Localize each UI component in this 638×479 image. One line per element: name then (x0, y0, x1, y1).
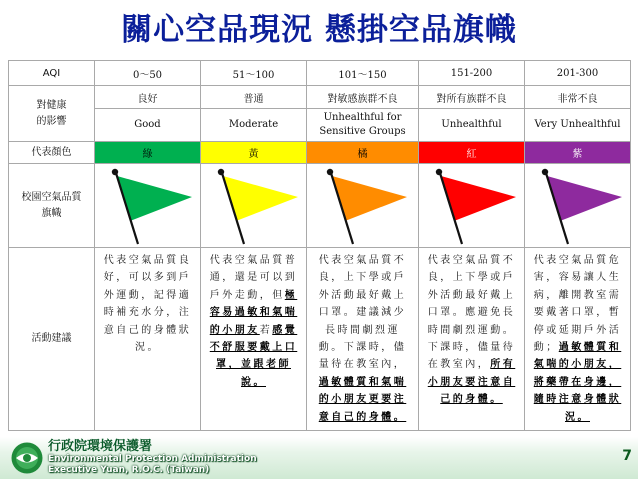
flag-row (9, 164, 631, 248)
flag-cell (307, 164, 419, 248)
advice-emphasis: 感覺不舒服要戴上口罩，並跟老師說。 (209, 324, 298, 388)
flag-cell (95, 164, 201, 248)
flag-header (9, 164, 95, 248)
aqi-range-cell: 51～100 (201, 61, 307, 86)
agency-name (48, 439, 348, 475)
flag-icon (424, 167, 520, 245)
health-zh-cell: 普通 (201, 86, 307, 109)
activity-advice-cell (307, 248, 419, 431)
aqi-range-cell: 151-200 (419, 61, 525, 86)
advice-emphasis: 極容易過敏和氣喘的小朋友 (209, 289, 298, 336)
flag-icon (315, 167, 411, 245)
health-zh-cell: 對所有族群不良 (419, 86, 525, 109)
advice-text: 代表空氣品質普通，還是可以到戶外走動，但 (209, 255, 298, 301)
advice-text: 代表空氣品質危害，容易讓人生病，離開教室需要戴著口罩，暫停或延期戶外活動； (533, 255, 622, 354)
health-en-cell: Unhealthful for Sensitive Groups (307, 109, 419, 142)
health-en-row (9, 109, 631, 142)
flag-knob (541, 168, 547, 174)
page-title: 關心空品現況 懸掛空品旗幟 (121, 12, 517, 48)
flag-cell (201, 164, 307, 248)
activity-advice-cell (95, 248, 201, 431)
activity-row (9, 248, 631, 431)
health-zh-row (9, 86, 631, 109)
page-number: 7 (622, 448, 632, 464)
health-en-cell: Unhealthful (419, 109, 525, 142)
activity-advice-cell (201, 248, 307, 431)
health-zh-cell: 非常不良 (525, 86, 631, 109)
color-name-cell: 橘 (307, 142, 419, 164)
activity-advice-cell (419, 248, 525, 431)
advice-emphasis: 過敏體質和氣喘的小朋友，將藥帶在身邊，隨時注意身體狀況。 (533, 342, 622, 423)
activity-advice-cell (525, 248, 631, 431)
color-name-cell: 黃 (201, 142, 307, 164)
flag-knob (435, 168, 441, 174)
aqi-table (8, 60, 631, 431)
health-en-cell: Very Unhealthful (525, 109, 631, 142)
flag-header-text: 校園空氣品質 旗幟 (21, 191, 82, 219)
agency-name-en-2: Executive Yuan, R.O.C. (Taiwan) (48, 464, 210, 475)
advice-emphasis: 所有小朋友要注意自己的身體。 (427, 359, 516, 406)
flag-cell (419, 164, 525, 248)
health-header (9, 86, 95, 142)
epa-globe-logo-icon (10, 441, 44, 475)
health-en-cell: Good (95, 109, 201, 142)
color-header: 代表顏色 (9, 142, 95, 164)
flag-knob (217, 168, 223, 174)
agency-name-zh: 行政院環境保護署 (48, 439, 153, 454)
advice-emphasis: 過敏體質和氣喘的小朋友更要注意自己的身體。 (318, 376, 407, 423)
flag-icon (100, 167, 196, 245)
advice-text: 若 (259, 324, 273, 336)
aqi-range-cell: 0～50 (95, 61, 201, 86)
aqi-range-row (9, 61, 631, 86)
flag-icon (530, 167, 626, 245)
aqi-range-cell: 101～150 (307, 61, 419, 86)
color-name-cell: 紫 (525, 142, 631, 164)
advice-text: 代表空氣品質不良，上下學或戶外活動最好戴上口罩。應避免長時間劇烈運動。下課時，儘量待在教室內， (427, 255, 516, 371)
aqi-range-cell: 201-300 (525, 61, 631, 86)
color-name-cell: 紅 (419, 142, 525, 164)
health-en-cell: Moderate (201, 109, 307, 142)
agency-name-en-1: Environmental Protection Administration (48, 454, 257, 464)
health-zh-cell: 對敏感族群不良 (307, 86, 419, 109)
flag-icon (206, 167, 302, 245)
aqi-header: AQI (9, 61, 95, 86)
color-name-cell: 綠 (95, 142, 201, 164)
health-header-text: 對健康 的影響 (36, 99, 67, 127)
flag-knob (326, 168, 332, 174)
advice-text: 代表空氣品質不良，上下學或戶外活動最好戴上口罩。建議減少長時間劇烈運動。下課時，儘量待在教室內， (318, 255, 407, 371)
flag-cell (525, 164, 631, 248)
flag-knob (111, 168, 117, 174)
color-row (9, 142, 631, 164)
activity-header: 活動建議 (9, 248, 95, 431)
advice-text: 代表空氣品質良好，可以多到戶外運動，記得適時補充水分，注意自己的身體狀況。 (103, 255, 192, 354)
health-zh-cell: 良好 (95, 86, 201, 109)
